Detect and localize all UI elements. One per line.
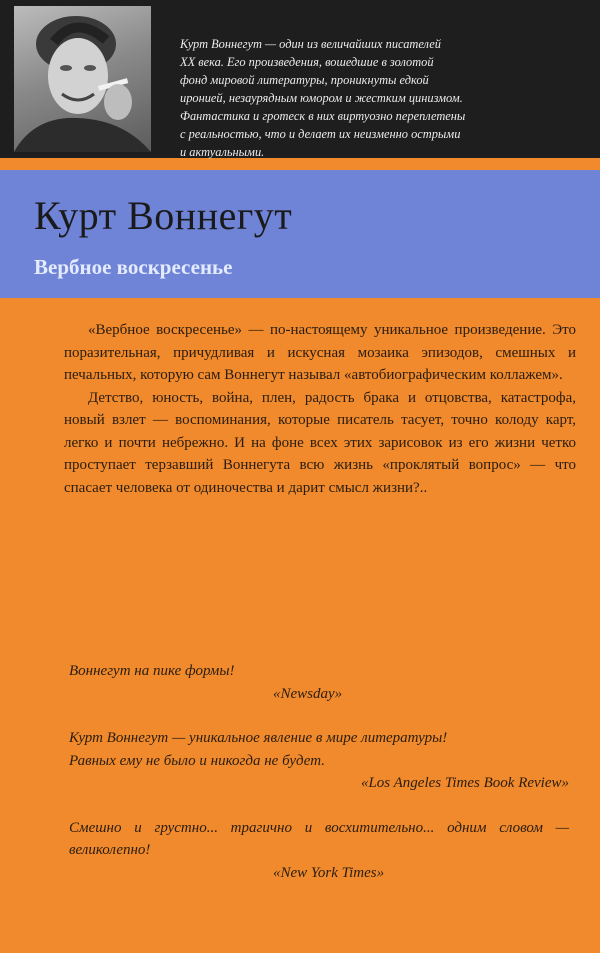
quote-ny-times bbox=[69, 817, 569, 885]
quote-text: Воннегут на пике формы! bbox=[69, 663, 235, 679]
book-title: Вербное воскресенье bbox=[34, 255, 233, 279]
quote-la-times bbox=[69, 727, 569, 795]
quote-source: «New York Times» bbox=[273, 864, 385, 881]
quote-source: «Los Angeles Times Book Review» bbox=[360, 775, 569, 791]
author-photo bbox=[14, 6, 151, 152]
quote-newsday bbox=[69, 660, 569, 705]
press-quotes bbox=[69, 660, 569, 906]
author-name: Курт Воннегут bbox=[34, 193, 293, 238]
description-paragraph: Детство, юность, война, плен, радость брака и отцовства, катастрофа, новый взлет — воспоминания, которые писатель тасует, точно колоду карт, легко и почти небрежно. И на фоне всех этих зарисовок из его жизни четко проступает терзавший Воннегута всю жизнь «проклятый вопрос» — что спасает человека от одиночества и дарит смысл жизни?.. bbox=[64, 389, 576, 496]
quote-source: «Newsday» bbox=[273, 685, 343, 702]
quote-text: Смешно и грустно... трагично и восхитительно... одним словом — великолепно! bbox=[69, 819, 569, 858]
description-paragraph: «Вербное воскресенье» — по-настоящему уникальное произведение. Это поразительная, причудливая и искусная мозаика эпизодов, смешных и печальных, которую сам Воннегут называл «автобиографическим коллажем». bbox=[64, 322, 576, 383]
top-band bbox=[0, 0, 600, 158]
quote-text: Курт Воннегут — уникальное явление в мире литературы! Равных ему не было и никогда не будет. bbox=[69, 730, 448, 769]
author-bio: Курт Воннегут — один из величайших писателей XX века. Его произведения, вошедшие в золотой фонд мировой литературы, проникнуты едкой иронией, незаурядным юмором и жестким цинизмом. Фантастика и гротеск в них виртуозно переплетены с реальностью, что и делает их неизменно острыми и актуальными. bbox=[180, 37, 466, 159]
book-description bbox=[64, 319, 576, 499]
author-photo-icon bbox=[14, 6, 151, 152]
